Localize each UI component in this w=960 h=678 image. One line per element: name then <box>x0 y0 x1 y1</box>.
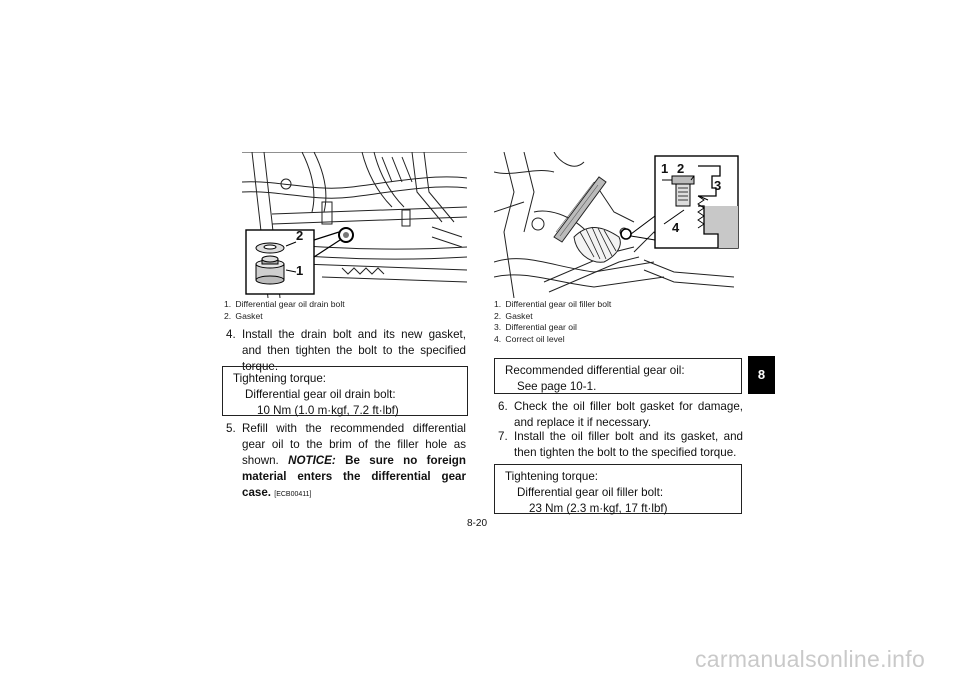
spec-box-filler-torque: Tightening torque: Differential gear oil filler bolt: 23 Nm (2.3 m·kgf, 17 ft·lbf) <box>494 464 742 514</box>
notice-code: [ECB00411] <box>274 491 312 498</box>
callout-2: 2 <box>677 161 685 176</box>
section-tab: 8 <box>748 356 775 394</box>
step-5: 5. Refill with the recommended differential gear oil to the brim of the filler hole as shown. NOTICE: Be sure no foreign material enters the differential gear case. [ECB00411] <box>226 422 466 499</box>
callout-3: 3 <box>714 178 722 193</box>
callout-4: 4 <box>672 220 680 235</box>
notice-text: Be sure no foreign material enters the differential gear case. <box>242 454 466 499</box>
caption-item: 3. Differential gear oil <box>494 322 577 332</box>
caption-item: 1. Differential gear oil drain bolt <box>224 299 345 309</box>
watermark: carmanualsonline.info <box>695 646 926 672</box>
callout-1: 1 <box>661 161 669 176</box>
step-6: 6. Check the oil filler bolt gasket for damage, and replace it if necessary. <box>498 400 743 429</box>
page-number: 8-20 <box>467 518 488 529</box>
callout-2: 2 <box>296 228 304 243</box>
caption-item: 2. Gasket <box>494 310 533 321</box>
spec-box-drain-torque: Tightening torque: Differential gear oil drain bolt: 10 Nm (1.0 m·kgf, 7.2 ft·lbf) <box>222 366 468 416</box>
caption-item: 1. Differential gear oil filler bolt <box>494 299 612 309</box>
step-4: 4. Install the drain bolt and its new gasket, and then tighten the bolt to the specified torque. <box>226 328 466 373</box>
figure-right-caption <box>494 299 740 345</box>
caption-item: 4. Correct oil level <box>494 333 565 344</box>
caption-item: 2. Gasket <box>224 310 263 321</box>
spec-box-recommended-oil: Recommended differential gear oil: See page 10-1. <box>494 358 742 394</box>
drain-bolt-illustration <box>242 152 467 298</box>
filler-bolt-illustration <box>494 152 742 298</box>
callout-1: 1 <box>296 263 304 278</box>
notice-label: NOTICE: <box>288 454 336 467</box>
figure-left-caption <box>224 299 464 322</box>
step-7: 7. Install the oil filler bolt and its gasket, and then tighten the bolt to the specified torque. <box>498 430 743 459</box>
